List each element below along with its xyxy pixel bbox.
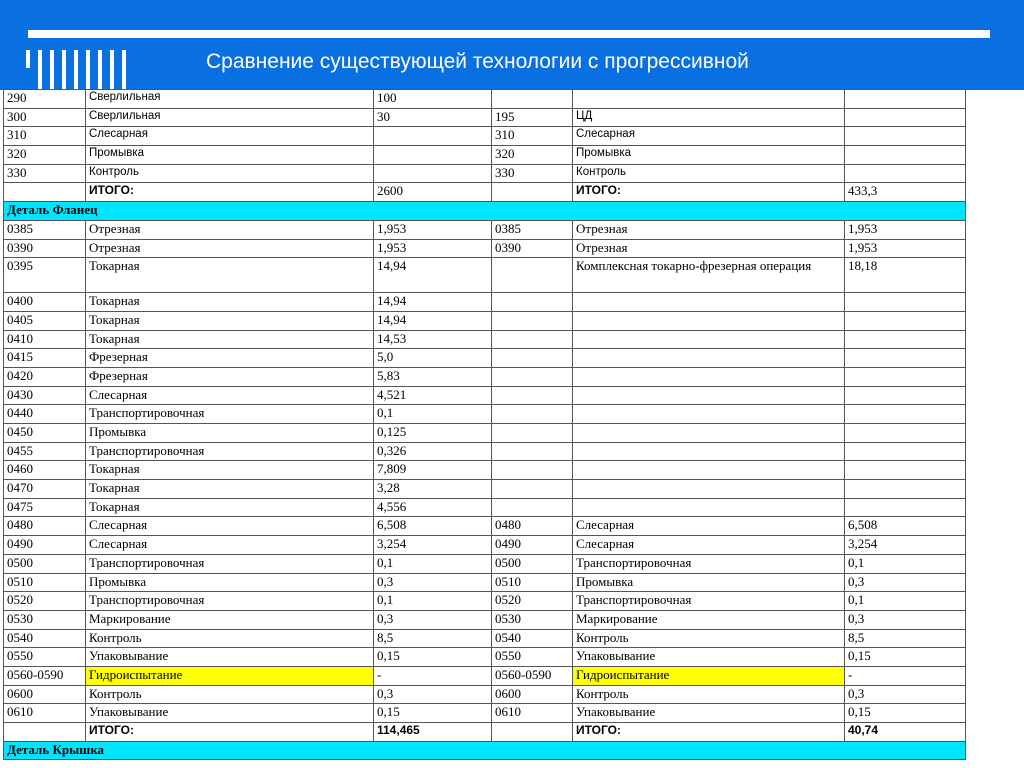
- cell-operation-new: Контроль: [573, 629, 845, 648]
- cell-operation-new: Слесарная: [573, 517, 845, 536]
- table-row: [4, 405, 966, 424]
- cell-code-new: 330: [492, 164, 573, 183]
- table-row: [4, 554, 966, 573]
- table-row: [4, 704, 966, 723]
- cell-code-old: 330: [4, 164, 86, 183]
- cell-operation-old: Слесарная: [86, 517, 374, 536]
- cell-time-new: [845, 386, 966, 405]
- total-value-old: 2600: [374, 183, 492, 202]
- cell-code-new: 0530: [492, 610, 573, 629]
- cell-operation-old-highlighted: Гидроиспытание: [86, 666, 374, 685]
- cell-operation-new: Промывка: [573, 573, 845, 592]
- cell-time-old: 0,1: [374, 592, 492, 611]
- cell-time-new: 0,1: [845, 592, 966, 611]
- cell-operation-old: Упаковывание: [86, 648, 374, 667]
- cell-operation-new: Транспортировочная: [573, 592, 845, 611]
- cell-code-old: 0530: [4, 610, 86, 629]
- table-row: [4, 573, 966, 592]
- cell-operation-old: Токарная: [86, 498, 374, 517]
- cell-code-new: 0510: [492, 573, 573, 592]
- cell-operation-new: Промывка: [573, 146, 845, 165]
- cell-operation-old: Фрезерная: [86, 367, 374, 386]
- slide-header: [0, 0, 1024, 90]
- cell-time-old: 0,1: [374, 554, 492, 573]
- cell-code-old: 0550: [4, 648, 86, 667]
- cell-code-new: [492, 183, 573, 202]
- header-divider: [28, 30, 990, 38]
- cell-code-old: 0385: [4, 220, 86, 239]
- total-label-new: ИТОГО:: [573, 183, 845, 202]
- cell-code-new: 0500: [492, 554, 573, 573]
- cell-code-new: [492, 293, 573, 312]
- cell-operation-old: Промывка: [86, 573, 374, 592]
- cell-time-new: 0,15: [845, 704, 966, 723]
- cell-operation-new: [573, 480, 845, 499]
- cell-operation-new: Упаковывание: [573, 704, 845, 723]
- cell-code-old: 0470: [4, 480, 86, 499]
- cell-code-new: 0600: [492, 685, 573, 704]
- total-value-old: 114,465: [374, 723, 492, 742]
- cell-code-old: 320: [4, 146, 86, 165]
- cell-time-old: 0,125: [374, 424, 492, 443]
- cell-time-new: [845, 108, 966, 127]
- cell-time-old: 3,28: [374, 480, 492, 499]
- cell-operation-old: Токарная: [86, 480, 374, 499]
- cell-code-old: 0400: [4, 293, 86, 312]
- cell-operation-new: [573, 498, 845, 517]
- cell-time-old: -: [374, 666, 492, 685]
- cell-operation-old: Фрезерная: [86, 349, 374, 368]
- total-label-old: ИТОГО:: [86, 723, 374, 742]
- table-row: [4, 685, 966, 704]
- cell-time-old: 1,953: [374, 220, 492, 239]
- comparison-table: [3, 89, 966, 760]
- cell-operation-new: [573, 442, 845, 461]
- table-row: [4, 258, 966, 293]
- cell-code-old: 0520: [4, 592, 86, 611]
- cell-time-old: 1,953: [374, 239, 492, 258]
- cell-operation-new: [573, 349, 845, 368]
- cell-operation-new: Маркирование: [573, 610, 845, 629]
- cell-time-new: 0,1: [845, 554, 966, 573]
- cell-code-old: 290: [4, 90, 86, 109]
- cell-time-old: [374, 146, 492, 165]
- cell-code-old: 0390: [4, 239, 86, 258]
- cell-time-new: -: [845, 666, 966, 685]
- cell-code-new: 320: [492, 146, 573, 165]
- section-title-flange: Деталь Фланец: [4, 202, 966, 221]
- total-value-new: 433,3: [845, 183, 966, 202]
- cell-time-new: 1,953: [845, 220, 966, 239]
- cell-code-new: [492, 349, 573, 368]
- total-row: [4, 183, 966, 202]
- cell-code-old: 0450: [4, 424, 86, 443]
- table-row: [4, 164, 966, 183]
- table-row: [4, 146, 966, 165]
- cell-time-old: 8,5: [374, 629, 492, 648]
- cell-code-old: 0455: [4, 442, 86, 461]
- cell-time-old: 0,3: [374, 685, 492, 704]
- cell-operation-old: Сверлильная: [86, 90, 374, 109]
- cell-time-new: [845, 498, 966, 517]
- table-row: [4, 480, 966, 499]
- cell-operation-old: Токарная: [86, 330, 374, 349]
- cell-time-old: 0,326: [374, 442, 492, 461]
- cell-operation-new-highlighted: Гидроиспытание: [573, 666, 845, 685]
- cell-code-new: [492, 424, 573, 443]
- section-row: [4, 202, 966, 221]
- cell-code-new: [492, 498, 573, 517]
- cell-code-new: [492, 258, 573, 293]
- header-band: [0, 0, 1024, 28]
- total-label-new: ИТОГО:: [573, 723, 845, 742]
- cell-time-new: 0,15: [845, 648, 966, 667]
- cell-operation-old: Токарная: [86, 461, 374, 480]
- cell-code-new: [492, 330, 573, 349]
- cell-time-old: [374, 164, 492, 183]
- table-row: [4, 386, 966, 405]
- table-row: [4, 648, 966, 667]
- cell-code-old: 0420: [4, 367, 86, 386]
- cell-code-new: [492, 311, 573, 330]
- cell-operation-new: [573, 386, 845, 405]
- cell-time-old: 3,254: [374, 536, 492, 555]
- cell-operation-old: Контроль: [86, 629, 374, 648]
- total-value-new: 40,74: [845, 723, 966, 742]
- table-row-highlighted: [4, 666, 966, 685]
- cell-code-new: 0540: [492, 629, 573, 648]
- cell-operation-old: Токарная: [86, 293, 374, 312]
- cell-code-old: 0510: [4, 573, 86, 592]
- cell-time-old: 0,1: [374, 405, 492, 424]
- cell-code-old: [4, 723, 86, 742]
- cell-code-old: 0490: [4, 536, 86, 555]
- cell-time-new: 6,508: [845, 517, 966, 536]
- cell-code-old: 310: [4, 127, 86, 146]
- cell-code-old: 0405: [4, 311, 86, 330]
- cell-code-old: 0560-0590: [4, 666, 86, 685]
- cell-time-old: 7,809: [374, 461, 492, 480]
- cell-operation-new: [573, 330, 845, 349]
- cell-code-old: 0600: [4, 685, 86, 704]
- cell-code-new: 0610: [492, 704, 573, 723]
- table-row: [4, 442, 966, 461]
- table-row: [4, 498, 966, 517]
- page-title: Сравнение существующей технологии с прогрессивной: [206, 50, 749, 73]
- table-row: [4, 127, 966, 146]
- cell-operation-new: [573, 461, 845, 480]
- cell-operation-new: Отрезная: [573, 220, 845, 239]
- cell-code-new: [492, 367, 573, 386]
- cell-time-old: 14,94: [374, 311, 492, 330]
- table-row: [4, 536, 966, 555]
- cell-operation-new: Упаковывание: [573, 648, 845, 667]
- cell-code-old: 0610: [4, 704, 86, 723]
- cell-operation-old: Слесарная: [86, 536, 374, 555]
- cell-operation-new: [573, 311, 845, 330]
- table-row: [4, 108, 966, 127]
- cell-time-old: 5,0: [374, 349, 492, 368]
- cell-operation-old: Слесарная: [86, 127, 374, 146]
- cell-time-new: 0,3: [845, 685, 966, 704]
- table-row: [4, 424, 966, 443]
- cell-operation-old: Отрезная: [86, 220, 374, 239]
- table-row: [4, 461, 966, 480]
- cell-code-new: 0560-0590: [492, 666, 573, 685]
- cell-operation-old: Промывка: [86, 146, 374, 165]
- cell-operation-old: Упаковывание: [86, 704, 374, 723]
- cell-time-new: 8,5: [845, 629, 966, 648]
- cell-operation-new: Отрезная: [573, 239, 845, 258]
- cell-code-old: 0540: [4, 629, 86, 648]
- total-label-old: ИТОГО:: [86, 183, 374, 202]
- cell-time-new: [845, 442, 966, 461]
- table-row: [4, 629, 966, 648]
- cell-operation-new: [573, 405, 845, 424]
- cell-code-old: 0480: [4, 517, 86, 536]
- cell-time-old: 5,83: [374, 367, 492, 386]
- comparison-table-container: [3, 89, 966, 768]
- table-row: [4, 610, 966, 629]
- section-row: [4, 741, 966, 760]
- cell-time-old: 0,3: [374, 573, 492, 592]
- table-row: [4, 220, 966, 239]
- cell-code-new: 0480: [492, 517, 573, 536]
- total-row: [4, 723, 966, 742]
- table-row: [4, 517, 966, 536]
- cell-time-new: 1,953: [845, 239, 966, 258]
- cell-code-old: 0500: [4, 554, 86, 573]
- cell-code-new: 0390: [492, 239, 573, 258]
- cell-time-new: [845, 405, 966, 424]
- cell-time-new: [845, 367, 966, 386]
- table-row: [4, 90, 966, 109]
- cell-operation-old: Транспортировочная: [86, 554, 374, 573]
- cell-time-new: 0,3: [845, 573, 966, 592]
- cell-time-new: [845, 146, 966, 165]
- cell-time-new: [845, 311, 966, 330]
- cell-time-new: [845, 164, 966, 183]
- cell-operation-new: [573, 367, 845, 386]
- section-title-cover: Деталь Крышка: [4, 741, 966, 760]
- cell-time-old: 4,556: [374, 498, 492, 517]
- cell-operation-old: Маркирование: [86, 610, 374, 629]
- cell-time-old: 30: [374, 108, 492, 127]
- cell-time-old: 4,521: [374, 386, 492, 405]
- cell-time-old: 0,15: [374, 704, 492, 723]
- cell-code-old: 300: [4, 108, 86, 127]
- cell-time-new: [845, 330, 966, 349]
- table-row: [4, 367, 966, 386]
- cell-code-new: 0550: [492, 648, 573, 667]
- cell-code-old: 0460: [4, 461, 86, 480]
- cell-time-new: [845, 424, 966, 443]
- cell-code-old: 0475: [4, 498, 86, 517]
- cell-operation-new: [573, 293, 845, 312]
- cell-code-new: 310: [492, 127, 573, 146]
- cell-time-new: 0,3: [845, 610, 966, 629]
- cell-operation-new: [573, 424, 845, 443]
- cell-code-new: [492, 461, 573, 480]
- cell-operation-old: Промывка: [86, 424, 374, 443]
- cell-code-new: [492, 723, 573, 742]
- cell-operation-new: Контроль: [573, 685, 845, 704]
- cell-operation-old: Контроль: [86, 164, 374, 183]
- cell-code-new: 0490: [492, 536, 573, 555]
- cell-time-old: [374, 127, 492, 146]
- cell-operation-new: Транспортировочная: [573, 554, 845, 573]
- cell-time-new: [845, 90, 966, 109]
- cell-code-new: [492, 405, 573, 424]
- table-row: [4, 330, 966, 349]
- table-row: [4, 311, 966, 330]
- cell-operation-old: Слесарная: [86, 386, 374, 405]
- cell-operation-new: ЦД: [573, 108, 845, 127]
- cell-code-new: [492, 386, 573, 405]
- cell-code-new: 195: [492, 108, 573, 127]
- cell-operation-old: Сверлильная: [86, 108, 374, 127]
- cell-operation-old: Контроль: [86, 685, 374, 704]
- cell-operation-old: Транспортировочная: [86, 442, 374, 461]
- cell-code-old: 0440: [4, 405, 86, 424]
- cell-time-new: [845, 480, 966, 499]
- cell-time-old: 14,94: [374, 258, 492, 293]
- cell-time-old: 0,15: [374, 648, 492, 667]
- cell-code-old: 0415: [4, 349, 86, 368]
- cell-code-old: 0430: [4, 386, 86, 405]
- cell-operation-new: Контроль: [573, 164, 845, 183]
- cell-code-new: 0520: [492, 592, 573, 611]
- cell-code-old: 0395: [4, 258, 86, 293]
- table-row: [4, 293, 966, 312]
- cell-time-old: 14,53: [374, 330, 492, 349]
- cell-time-old: 0,3: [374, 610, 492, 629]
- cell-code-new: [492, 442, 573, 461]
- cell-time-old: 100: [374, 90, 492, 109]
- cell-operation-new: Слесарная: [573, 536, 845, 555]
- cell-operation-old: Отрезная: [86, 239, 374, 258]
- cell-code-new: [492, 480, 573, 499]
- table-row: [4, 239, 966, 258]
- table-row: [4, 349, 966, 368]
- cell-code-new: [492, 90, 573, 109]
- cell-code-old: 0410: [4, 330, 86, 349]
- cell-time-new: [845, 127, 966, 146]
- cell-operation-old: Токарная: [86, 311, 374, 330]
- cell-time-new: [845, 293, 966, 312]
- cell-operation-old: Транспортировочная: [86, 592, 374, 611]
- cell-operation-old: Транспортировочная: [86, 405, 374, 424]
- cell-operation-new: Комплексная токарно-фрезерная операция: [573, 258, 845, 293]
- cell-code-new: 0385: [492, 220, 573, 239]
- cell-time-new: 18,18: [845, 258, 966, 293]
- table-row: [4, 592, 966, 611]
- cell-time-new: [845, 349, 966, 368]
- cell-operation-new: Слесарная: [573, 127, 845, 146]
- cell-time-new: 3,254: [845, 536, 966, 555]
- cell-time-old: 14,94: [374, 293, 492, 312]
- cell-operation-old: Токарная: [86, 258, 374, 293]
- cell-code-old: [4, 183, 86, 202]
- cell-operation-new: [573, 90, 845, 109]
- cell-time-new: [845, 461, 966, 480]
- cell-time-old: 6,508: [374, 517, 492, 536]
